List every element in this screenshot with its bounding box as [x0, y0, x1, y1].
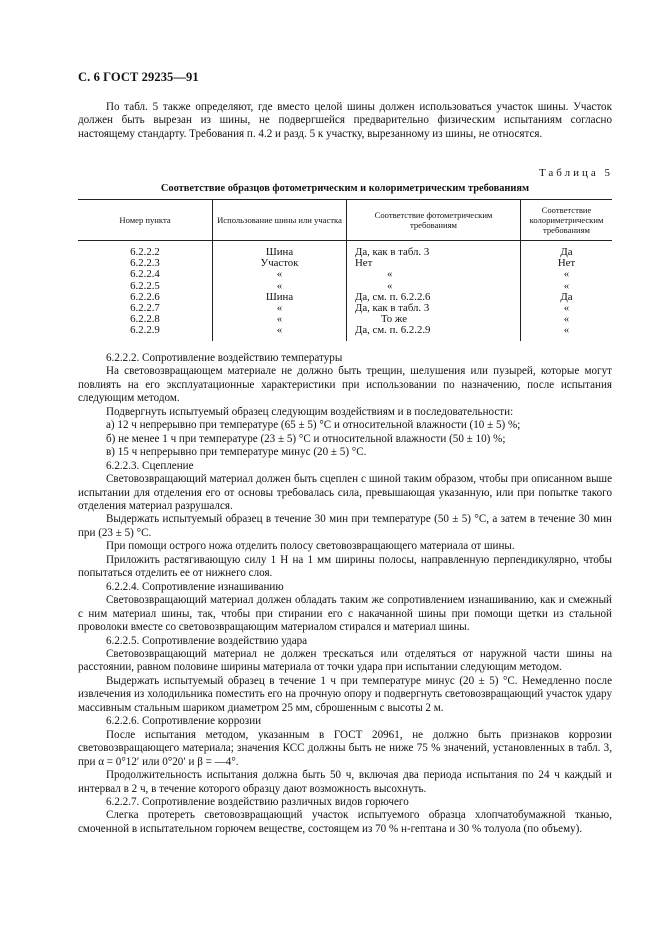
table-title: Соответствие образцов фотометрическим и колориметрическим требованиям — [160, 183, 530, 194]
cell-usage: Шина — [213, 241, 347, 259]
table-row — [78, 269, 612, 280]
section-heading: 6.2.2.5. Сопротивление воздействию удара — [106, 634, 308, 647]
paragraph: Продолжительность испытания должна быть 50 ч, включая два периода испытания по 24 ч каждый и интервал в 2 ч, в течение которого образцу дают возможность высохнуть. — [78, 769, 612, 795]
cell-item: 6.2.2.4 — [130, 268, 160, 281]
cell-usage: « — [213, 281, 347, 292]
section-heading: 6.2.2.7. Сопротивление воздействию различных видов горючего — [106, 795, 409, 808]
paragraph: Подвергнуть испытуемый образец следующим воздействиям и в последовательности: — [106, 405, 514, 418]
paragraph: Световозвращающий материал не должен трескаться или отделяться от наружной части шины на расстоянии, равном половине ширины материала от точки удара при испытании следующим методом. — [78, 647, 612, 674]
cell-usage: « — [213, 314, 347, 325]
intro-block — [78, 101, 612, 141]
cell-item: 6.2.2.8 — [130, 313, 160, 326]
section-heading: 6.2.2.3. Сцепление — [106, 459, 194, 472]
paragraph: Световозвращающий материал должен обладать таким же сопротивлением изнашиванию, как и смежный с ним материал шины, так, чтобы при стирании его с накачанной шины при помощи щетки из стальной проволоки вместе со световозвращающим материалом стирался и материал шины. — [78, 594, 612, 634]
section-heading: 6.2.2.4. Сопротивление изнашиванию — [106, 580, 284, 593]
table-row — [78, 241, 612, 259]
col-header-colorimetric: Соответствие колориметрическим требованиям — [521, 200, 613, 241]
cell-photometric: Да, как в табл. 3 — [347, 241, 521, 259]
page-header: С. 6 ГОСТ 29235—91 — [78, 70, 199, 84]
list-item: б) не менее 1 ч при температуре (23 ± 5) °С и относительной влажности (50 ± 10) %; — [106, 432, 506, 445]
cell-colorimetric: « — [521, 314, 613, 325]
cell-colorimetric: « — [521, 325, 613, 340]
cell-item: 6.2.2.9 — [130, 324, 160, 337]
list-item: в) 15 ч непрерывно при температуре минус (20 ± 5) °С. — [106, 446, 367, 459]
cell-photometric: Нет — [347, 258, 521, 269]
table-row — [78, 325, 612, 340]
section-heading: 6.2.2.6. Сопротивление коррозии — [106, 715, 262, 728]
cell-photometric: Да, как в табл. 3 — [347, 303, 521, 314]
section-heading: 6.2.2.2. Сопротивление воздействию температуры — [106, 352, 343, 364]
table-5 — [78, 199, 612, 341]
cell-usage: « — [213, 325, 347, 340]
col-header-item: Номер пункта — [78, 200, 213, 241]
cell-colorimetric: Нет — [521, 258, 613, 269]
cell-item: 6.2.2.3 — [130, 257, 160, 270]
cell-usage: Шина — [213, 292, 347, 303]
cell-item: 6.2.2.2 — [130, 246, 160, 258]
paragraph: Слегка протереть световозвращающий участок испытуемого образца хлопчатобумажной тканью, смоченной в испытательном горючем веществе, состоящем из 70 % н-гептана и 30 % толуола (по объему). — [78, 809, 612, 835]
paragraph: После испытания методом, указанным в ГОСТ 20961, не должно быть признаков коррозии световозвращающего материала; значения КСС должны быть не ниже 75 % значений, установленных в табл. 3, при α = 0°12′ или 0°20′ и β = —4°. — [78, 728, 612, 768]
col-header-usage: Использование шины или участка — [213, 200, 347, 241]
cell-item: 6.2.2.5 — [130, 279, 160, 292]
cell-usage: « — [213, 269, 347, 280]
cell-colorimetric: Да — [521, 241, 613, 259]
paragraph: При помощи острого ножа отделить полосу световозвращающего материала от шины. — [106, 540, 515, 553]
paragraph: На световозвращающем материале не должно быть трещин, шелушения или пузырей, которые могут повлиять на его эксплуатационные характеристики при использовании по назначению, после испытания следующим методом. — [78, 365, 612, 405]
paragraph: Приложить растягивающую силу 1 Н на 1 мм ширины полосы, направленную перпендикулярно, чтобы попытаться отделить ее от нижнего слоя. — [78, 553, 612, 580]
intro-paragraph: По табл. 5 также определяют, где вместо целой шины должен использоваться участок шины. Участок должен быть вырезан из шины, не подвергшейся предварительно физическим испытаниям согласно настоящему стандарту. Требования п. 4.2 и разд. 5 к участку, вырезанному из шины, не относятся. — [78, 101, 612, 140]
paragraph: Выдержать испытуемый образец в течение 1 ч при температуре минус (20 ± 5) °С. Немедленно после извлечения из холодильника поместить его на прочную опору и подвергнуть световозвращающий участок удару массивным стальным шариком диаметром 25 мм, сброшенным с высоты 2 м. — [78, 674, 612, 714]
list-item: а) 12 ч непрерывно при температуре (65 ± 5) °С и относительной влажности (10 ± 5) %; — [106, 419, 521, 432]
col-header-photometric: Соответствие фотометрическим требованиям — [347, 200, 521, 241]
cell-colorimetric: « — [521, 281, 613, 292]
paragraph: Световозвращающий материал должен быть сцеплен с шиной таким образом, чтобы при описанном выше испытании для отделения его от основы требовалась сила, превышающая указанную, или при попытке такого отделения материал разрушался. — [78, 473, 612, 512]
cell-photometric: Да, см. п. 6.2.2.9 — [347, 325, 521, 340]
cell-colorimetric: « — [521, 269, 613, 280]
cell-photometric: « — [347, 281, 521, 292]
cell-usage: « — [213, 303, 347, 314]
cell-usage: Участок — [213, 258, 347, 269]
cell-item: 6.2.2.7 — [130, 302, 160, 315]
cell-photometric: То же — [347, 314, 521, 325]
paragraph: Выдержать испытуемый образец в течение 30 мин при температуре (50 ± 5) °С, а затем в течение 30 мин при (23 ± 5) °С. — [78, 513, 612, 539]
cell-colorimetric: « — [521, 303, 613, 314]
sections-block — [78, 352, 612, 836]
cell-photometric: « — [347, 269, 521, 280]
cell-colorimetric: Да — [521, 292, 613, 303]
cell-item: 6.2.2.6 — [130, 290, 160, 303]
table-label: Таблица 5 — [538, 167, 613, 179]
cell-photometric: Да, см. п. 6.2.2.6 — [347, 292, 521, 303]
